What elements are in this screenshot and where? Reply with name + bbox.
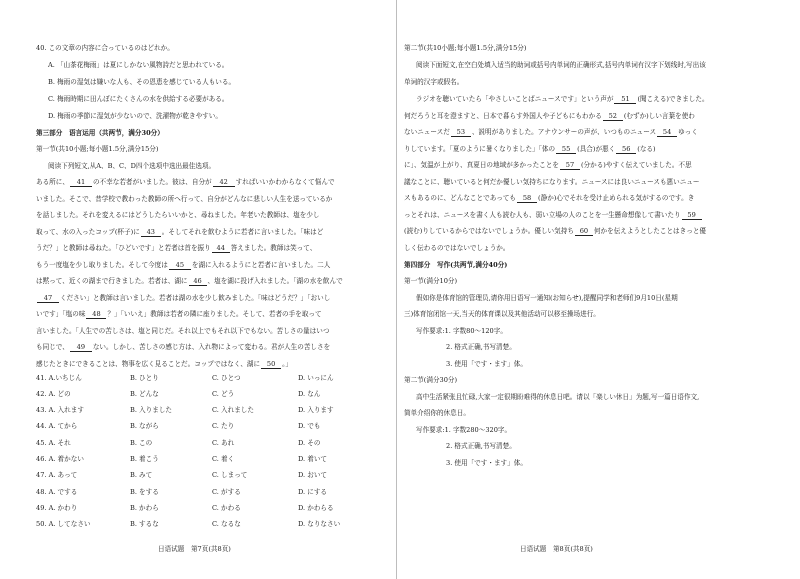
passage-line-6: もう一度塩を少し取りました。そして今度は 45 を湖に入れるようにと若者に言いました。二人 bbox=[36, 261, 331, 269]
writing1-prompt-1: 假如你是体育馆的管理员,请你用日语写一通知(お知らせ),提醒同学和老师们9月10日(星期 bbox=[416, 294, 678, 302]
rpassage-line-10: しく伝わるのではないでしょうか。 bbox=[404, 244, 510, 252]
choice-42-a: 42. A. どの bbox=[36, 390, 71, 398]
section2-title: 第二节(共10小题;每小题1.5分,满分15分) bbox=[404, 44, 527, 52]
blank-43: 43 bbox=[141, 228, 161, 237]
choice-44-a: 44. A. てから bbox=[36, 422, 78, 430]
rpassage-line-2: 何だろうと耳を澄ますと、日本で暮らす外国人や子どもにもわかる 52 (むずか)しい言葉を使わ bbox=[404, 112, 695, 120]
choice-43-d: D. 入ります bbox=[298, 406, 334, 414]
passage-line-5: うだ？」と教師は尋ねた。「ひどいです」と若者は首を振り 44 答えました。教師は笑って、 bbox=[36, 244, 317, 252]
page-footer-left: 日语试题 第7页(共8页) bbox=[158, 545, 231, 553]
q40-stem: 40. この文章の内容に合っているのはどれか。 bbox=[36, 44, 174, 52]
choice-42-c: C. どう bbox=[212, 390, 235, 398]
rpassage-line-7: スもあるのに、どんなことであっても 58 (静か)心でそれを受け止められる気がするのです。き bbox=[404, 194, 695, 202]
rpassage-line-1: ラジオを聴いていたら「やさしいことばニュースです」という声が 51 (聞こえる)できました。 bbox=[416, 95, 709, 103]
choice-43-c: C. 入れました bbox=[212, 406, 254, 414]
choice-41-a: 41. A.いちじん bbox=[36, 374, 82, 382]
choice-44-b: B. ながら bbox=[130, 422, 159, 430]
choice-45-c: C. あれ bbox=[212, 439, 235, 447]
blank-50: 50 bbox=[261, 360, 281, 369]
blank-58: 58 bbox=[517, 194, 537, 203]
choice-46-a: 46. A. 着かない bbox=[36, 455, 84, 463]
choice-43-a: 43. A. 入れます bbox=[36, 406, 84, 414]
choice-48-a: 48. A. でする bbox=[36, 488, 78, 496]
blank-44: 44 bbox=[212, 244, 230, 253]
page-right bbox=[402, 0, 800, 579]
choice-49-d: D. かわらる bbox=[298, 504, 334, 512]
choice-48-b: B. をする bbox=[130, 488, 159, 496]
choice-50-c: C. なるな bbox=[212, 520, 241, 528]
choice-46-c: C. 着く bbox=[212, 455, 235, 463]
choice-47-d: D. おいて bbox=[298, 471, 328, 479]
choice-45-b: B. この bbox=[130, 439, 153, 447]
section2-instruction-2: 单词的汉字或假名。 bbox=[404, 78, 464, 86]
choice-41-c: C. ひとつ bbox=[212, 374, 241, 382]
rpassage-line-8: っとそれは、ニュースを書く人も読む人も、弱い立場の人のことを一生懸命想像して書いたり 59 bbox=[404, 211, 703, 220]
choice-41-b: B. ひとり bbox=[130, 374, 159, 382]
writing1-prompt-2: 三)体育馆闭馆一天,当天的体育课以及其他活动可以移至操场进行。 bbox=[404, 310, 600, 318]
passage-line-4: 取って、水の入ったコップ(杯子)に 43 。そしてそれを飲むように若者に言いました。「味はど bbox=[36, 228, 324, 236]
blank-52: 52 bbox=[603, 112, 623, 121]
choice-47-b: B. みて bbox=[130, 471, 153, 479]
blank-48: 48 bbox=[86, 310, 106, 319]
q40-option-d: D. 梅雨の季節に湿気が少ないので、洗濯物が乾きやすい。 bbox=[48, 112, 222, 120]
blank-54: 54 bbox=[657, 128, 677, 137]
page-footer-right: 日语试题 第8页(共8页) bbox=[520, 545, 593, 553]
choice-47-a: 47. A. あって bbox=[36, 471, 78, 479]
section1-title: 第一节(共10小题;每小题1.5分,满分15分) bbox=[36, 145, 159, 153]
choice-48-d: D. にする bbox=[298, 488, 328, 496]
blank-51: 51 bbox=[614, 95, 636, 104]
choice-45-a: 45. A. それ bbox=[36, 439, 71, 447]
passage-line-3: を話しました。それを変えるにはどうしたらいいかと、尋ねました。年老いた教師は、塩を少し bbox=[36, 211, 320, 219]
rpassage-line-3: ないニュースだ 53 、説明がありました。アナウンサーの声が、いつものニュース 54 ゆっく bbox=[404, 128, 698, 136]
q40-option-a: A. 「山茶花梅雨」は夏にしかない風物詩だと思われている。 bbox=[48, 61, 229, 69]
blank-53: 53 bbox=[451, 128, 471, 137]
writing2-prompt-1: 高中生活紧张且忙碌,大家一定很期盼难得的休息日吧。请以「楽しい休日」为题,写一篇日语作文, bbox=[416, 393, 700, 401]
blank-46: 46 bbox=[189, 277, 207, 286]
choice-49-a: 49. A. かわり bbox=[36, 504, 78, 512]
part3-title: 第三部分 语言运用（共两节，满分30分） bbox=[36, 129, 164, 137]
writing2-req-1: 写作要求:1. 字数280～320字。 bbox=[416, 426, 512, 434]
blank-60: 60 bbox=[575, 227, 593, 236]
passage-line-10: 言いました。「人生での苦しさは、塩と同じだ。それ以上でもそれ以下でもない。苦しさの量はいつ bbox=[36, 327, 330, 335]
writing1-req-1: 写作要求:1. 字数80～120字。 bbox=[416, 327, 507, 335]
rpassage-line-6: 議なことに、聴いていると何だか優しい気持ちになります。ニュースには良いニュースも悪いニュー bbox=[404, 178, 700, 186]
passage-line-9: いです」「塩の味 48 ？」「いいえ」教師は若者の隣に座りました。そして、若者の手を取って bbox=[36, 310, 322, 318]
blank-45: 45 bbox=[169, 261, 191, 270]
rpassage-line-5: に」、気温が上がり、真夏日の地域が多かったことを 57 (分かる)やすく伝えていました。不思 bbox=[404, 161, 692, 169]
blank-42: 42 bbox=[213, 178, 235, 187]
choice-47-c: C. しまって bbox=[212, 471, 248, 479]
writing1-title: 第一节(满分10分) bbox=[404, 277, 458, 285]
choice-44-c: C. たり bbox=[212, 422, 235, 430]
choice-44-d: D. でも bbox=[298, 422, 321, 430]
blank-49: 49 bbox=[70, 343, 92, 352]
part4-title: 第四部分 写作(共两节,满分40分) bbox=[404, 261, 508, 269]
blank-57: 57 bbox=[560, 161, 580, 170]
writing2-req-2: 2. 格式正确,书写清楚。 bbox=[446, 442, 516, 450]
choice-46-d: D. 着いて bbox=[298, 455, 328, 463]
choice-48-c: C. がする bbox=[212, 488, 241, 496]
writing2-prompt-2: 简单介绍你的休息日。 bbox=[404, 409, 470, 417]
passage-line-1: ある所に、 41 の不幸な若者がいました。彼は、自分が 42 すればいいかわからなくて悩んで bbox=[36, 178, 335, 186]
section2-instruction-1: 阅读下面短文,在空白处填入适当的助词或括号内单词的正确形式,括号内单词有汉字下划线时,写出该 bbox=[416, 61, 706, 69]
choice-46-b: B. 着こう bbox=[130, 455, 159, 463]
rpassage-line-4: りしています。「夏のように暑くなりました」「体の 55 (具合)が悪く 56 (なる) bbox=[404, 145, 656, 153]
blank-47: 47 bbox=[37, 294, 59, 303]
choice-49-c: C. かわる bbox=[212, 504, 241, 512]
writing1-req-2: 2. 格式正确,书写清楚。 bbox=[446, 343, 516, 351]
choice-41-d: D. いっにん bbox=[298, 374, 334, 382]
choice-50-a: 50. A. してなさい bbox=[36, 520, 91, 528]
passage-line-12: 感じたときにできることは、物事を広く見ることだ。コップではなく、湖に 50 。」 bbox=[36, 360, 293, 368]
page-divider bbox=[396, 0, 397, 579]
passage-line-8: 47 ください」と教師は言いました。若者は湖の水を少し飲みました。「味はどうだ？」「おいし bbox=[36, 294, 330, 303]
q40-option-b: B. 梅雨の湿気は嫌いな人も、その恩恵を感じている人もいる。 bbox=[48, 78, 236, 86]
passage-line-11: も同じで、 49 ない。しかし、苦しさの感じ方は、入れ物によって変わる。君が人生の苦しさを bbox=[36, 343, 331, 351]
choice-50-d: D. なりなさい bbox=[298, 520, 341, 528]
passage-line-2: いました。そこで、昔学校で教わった教師の所へ行って、自分がどんなに悲しい人生を送っているか bbox=[36, 195, 333, 203]
choice-42-b: B. どんな bbox=[130, 390, 159, 398]
passage-line-7: は黙って、近くの湖まで行きました。若者は、湖に 46 、塩を湖に投げ入れました。「湖の水を飲んで bbox=[36, 277, 343, 285]
blank-55: 55 bbox=[556, 145, 576, 154]
blank-41: 41 bbox=[70, 178, 92, 187]
rpassage-line-9: (読む)りしているからではないでしょうか。優しい気持ち 60 何かを伝えようとしたことはきっと優 bbox=[404, 227, 707, 235]
choice-50-b: B. するな bbox=[130, 520, 159, 528]
choice-45-d: D. その bbox=[298, 439, 321, 447]
section1-instruction: 阅读下列短文,从A、B、C、D四个选项中选出最佳选项。 bbox=[48, 162, 216, 170]
choice-42-d: D. なん bbox=[298, 390, 321, 398]
writing1-req-3: 3. 使用「です・ます」体。 bbox=[446, 360, 527, 368]
blank-59: 59 bbox=[682, 211, 702, 220]
choice-49-b: B. かわら bbox=[130, 504, 159, 512]
writing2-title: 第二节(满分30分) bbox=[404, 376, 458, 384]
writing2-req-3: 3. 使用「です・ます」体。 bbox=[446, 459, 527, 467]
q40-option-c: C. 梅雨時期に田んぼにたくさんの水を供給する必要がある。 bbox=[48, 95, 229, 103]
blank-56: 56 bbox=[616, 145, 636, 154]
choice-43-b: B. 入りました bbox=[130, 406, 173, 414]
page-left bbox=[0, 0, 398, 579]
